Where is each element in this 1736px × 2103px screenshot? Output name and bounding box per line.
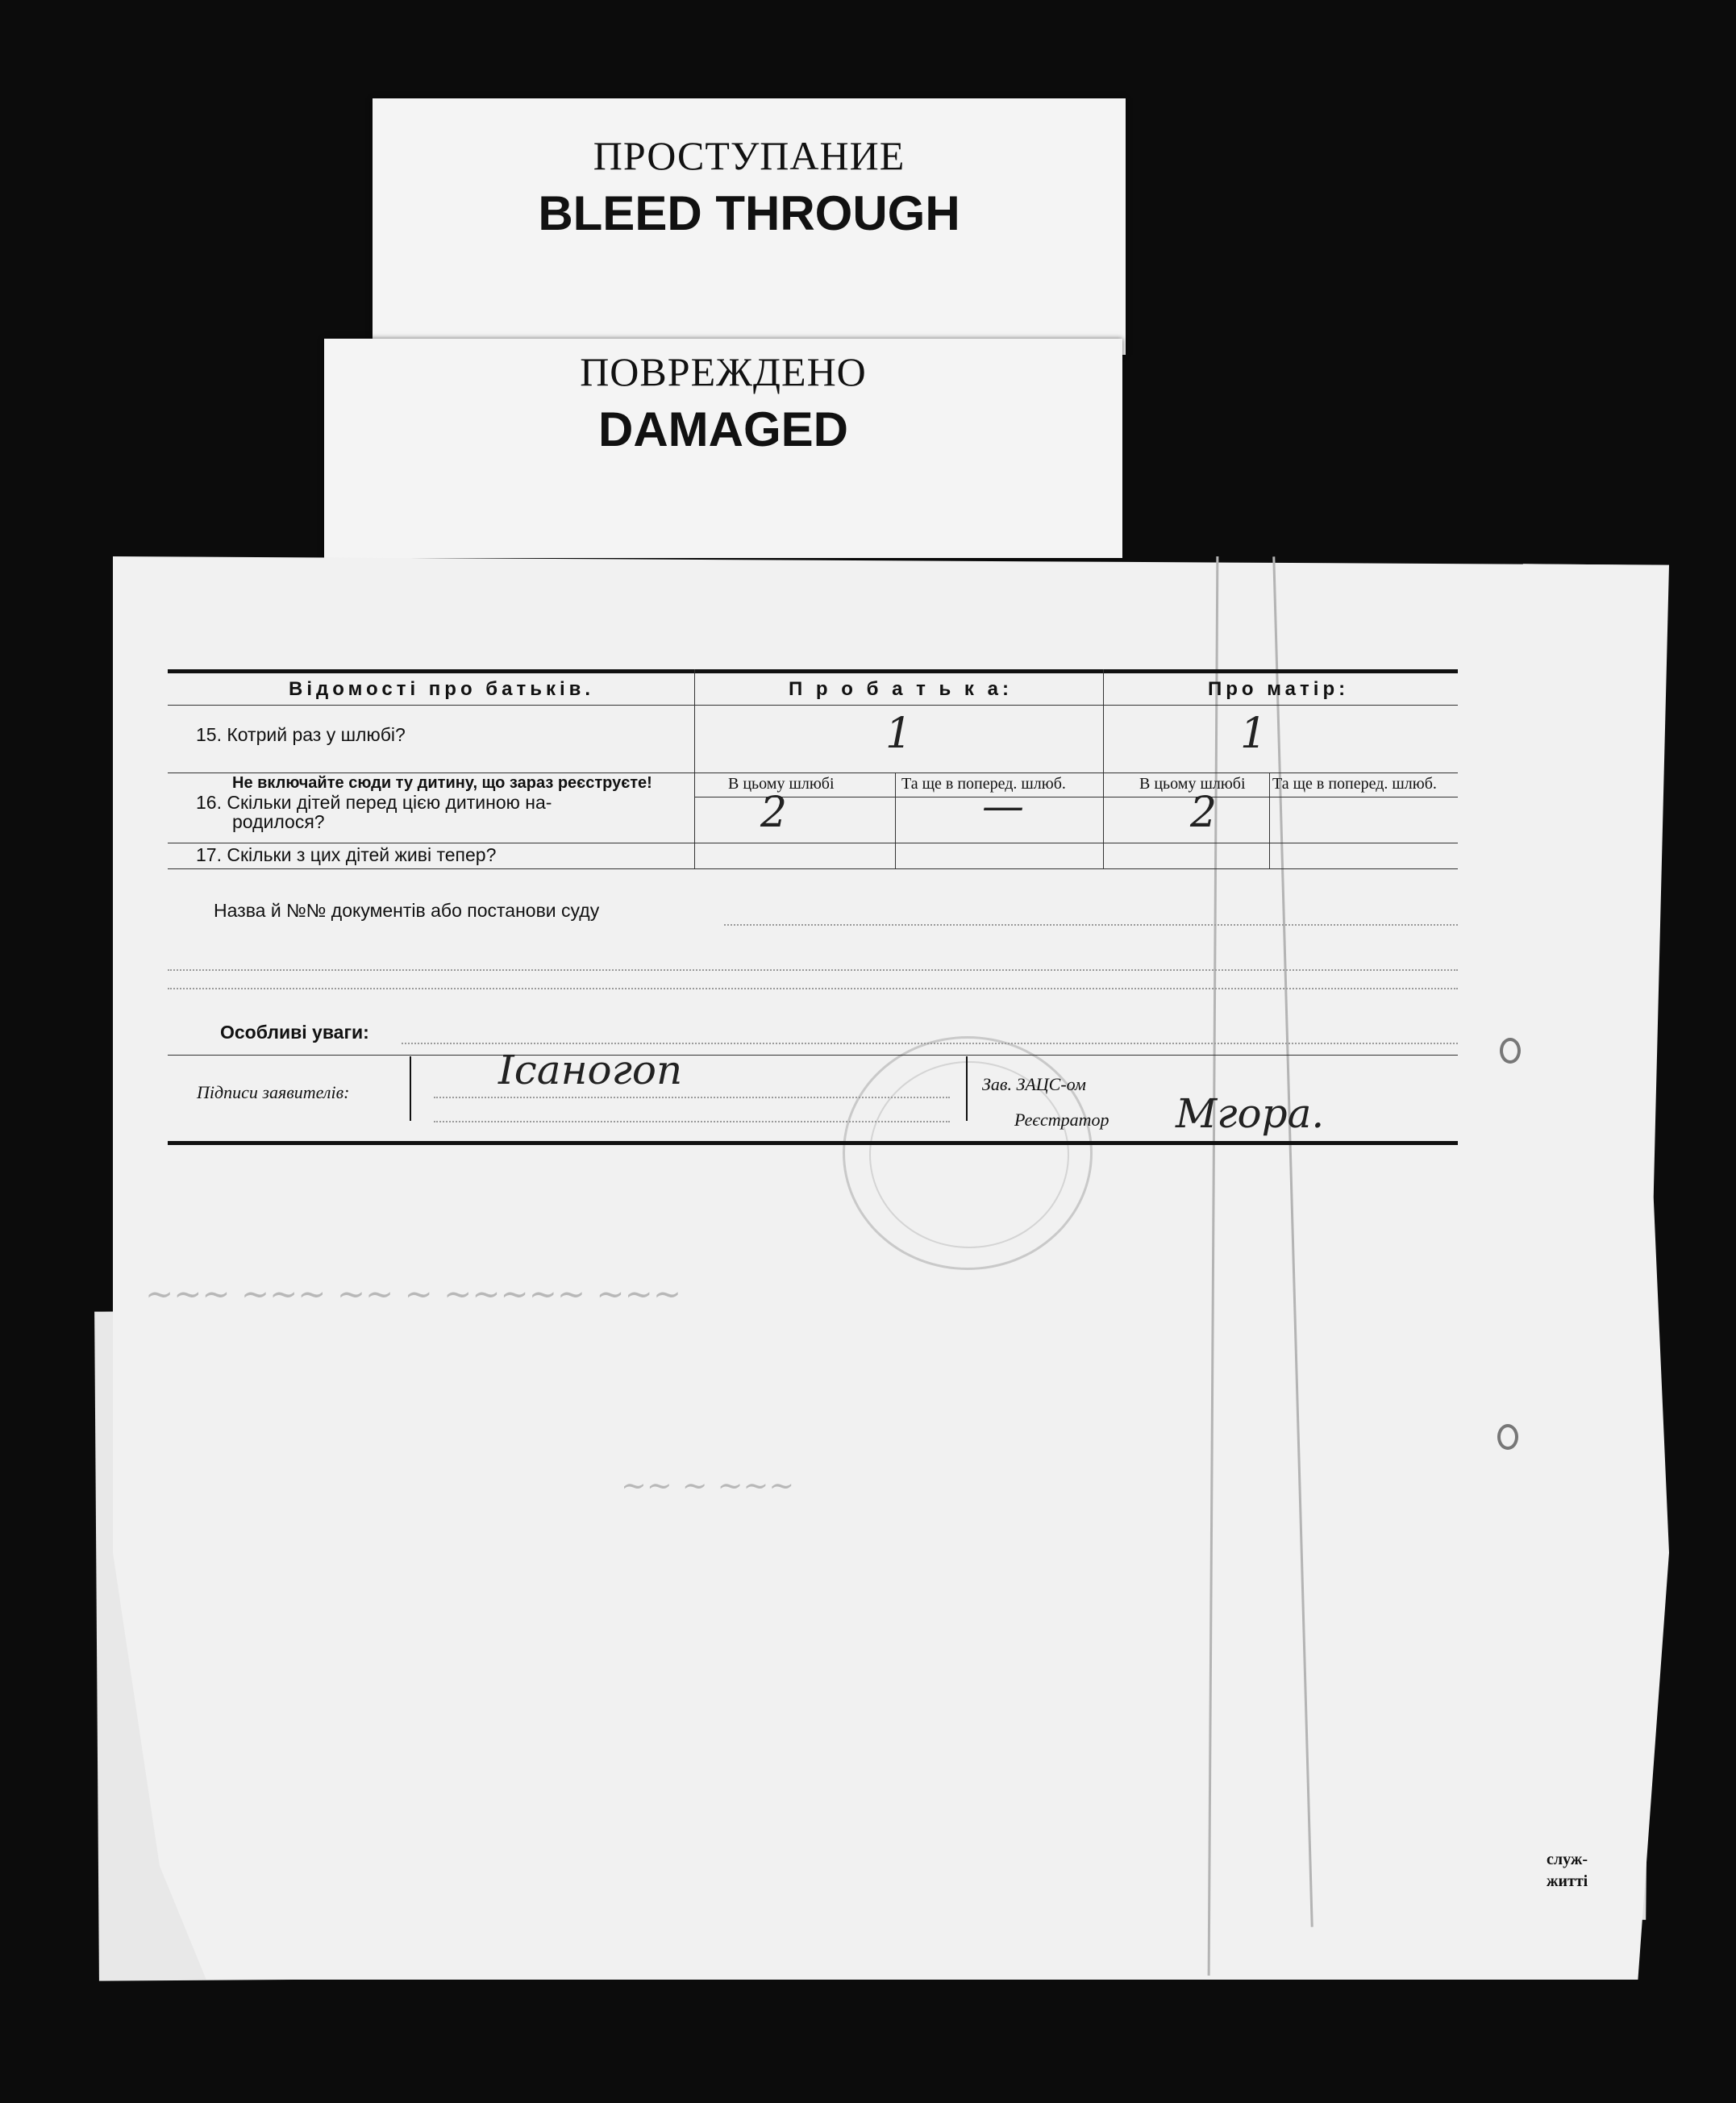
applicant-signature: Ісаногоп [498,1047,683,1093]
damaged-label-en: DAMAGED [598,402,848,456]
official-stamp [843,1036,1093,1270]
question-16-note: Не включайте сюди ту дитину, що зараз реєструєте! [232,774,652,792]
question-16-line2: родилося? [232,811,325,832]
header-about-father: П р о б а т ь к а: [789,678,1013,700]
bleed-through-handwriting: ~~~ ~~~ ~~ ~ ~~~~~ ~~~ [145,1274,682,1314]
registrar-signature: Мгора. [1176,1090,1325,1137]
answer-16-mother-this: 2 [1190,789,1218,837]
question-17: 17. Скільки з цих дітей живі тепер? [196,844,497,865]
documents-label: Назва й №№ документів або постанови суду [214,900,600,921]
edge-text: служ- [1547,1851,1588,1868]
remarks-label: Особливі уваги: [220,1022,369,1043]
signatures-label: Підписи заявителів: [197,1082,350,1102]
header-parents-info: Відомості про батьків. [289,678,595,700]
subheader-prev-marriage-mother: Та ще в поперед. шлюб. [1272,775,1437,793]
punch-hole [1500,1038,1521,1064]
zags-head-label: Зав. ЗАЦС-ом [982,1074,1086,1094]
damaged-slip [324,339,1122,558]
subheader-prev-marriage-father: Та ще в поперед. шлюб. [901,775,1066,793]
table-top-rule [168,669,1458,673]
table-bottom-rule [168,1141,1458,1145]
edge-text: житті [1547,1872,1588,1890]
document-sheet [113,556,1669,1980]
answer-15-father: 1 [885,710,913,758]
damaged-label-ru: ПОВРЕЖДЕНО [580,349,867,394]
bleed-through-label-ru: ПРОСТУПАНИЕ [593,133,905,178]
subheader-this-marriage-mother: В цьому шлюбі [1139,775,1246,793]
answer-15-mother: 1 [1240,710,1268,758]
answer-16-father-this: 2 [760,789,788,837]
question-16-line1: 16. Скільки дітей перед цією дитиною на- [196,792,552,813]
bleed-through-handwriting: ~~ ~ ~~~ [621,1468,795,1503]
punch-hole [1497,1424,1518,1450]
registrar-label: Реєстратор [1014,1110,1109,1130]
subheader-this-marriage-father: В цьому шлюбі [728,775,835,793]
question-15: 15. Котрий раз у шлюбі? [196,724,406,745]
header-about-mother: Про матір: [1208,678,1350,700]
answer-16-father-prev: — [982,782,1024,831]
bleed-through-slip [373,98,1126,355]
bleed-through-label-en: BLEED THROUGH [538,186,960,240]
